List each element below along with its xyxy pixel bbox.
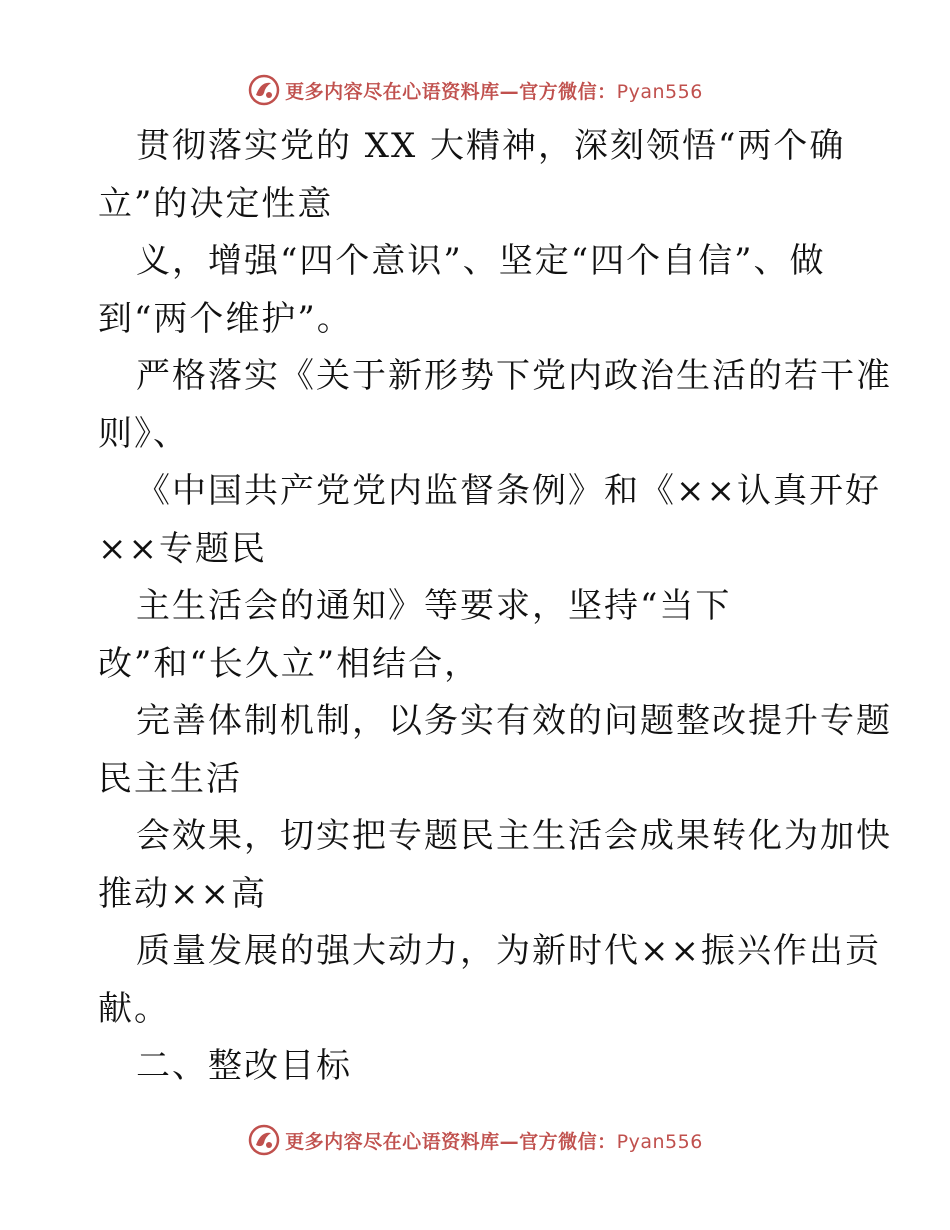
text-line: 严格落实《关于新形势下党内政治生活的若干准: [136, 356, 892, 396]
text-line: 则》、: [98, 413, 189, 454]
watermark-text: 更多内容尽在心语资料库—官方微信：Pyan556: [285, 80, 703, 103]
text-line: 改”和“长久立”相结合，: [98, 643, 481, 684]
text-line: 立”的决定性意: [98, 183, 334, 224]
header-watermark: [0, 70, 950, 110]
footer-watermark: [0, 1120, 950, 1160]
document-body: [98, 118, 892, 1096]
text-line: ××专题民: [98, 528, 267, 569]
text-line: 主生活会的通知》等要求，坚持“当下: [136, 586, 732, 626]
text-line: 贯彻落实党的 XX 大精神，深刻领悟“两个确: [136, 126, 846, 166]
wechat-id: Pyan556: [616, 1130, 703, 1153]
text-line: 献。: [98, 988, 170, 1029]
watermark-text: 更多内容尽在心语资料库—官方微信：Pyan556: [285, 1130, 703, 1153]
text-line: 会效果，切实把专题民主生活会成果转化为加快: [136, 816, 892, 856]
text-line: 义，增强“四个意识”、坚定“四个自信”、做: [136, 241, 826, 281]
text-line: 完善体制机制，以务实有效的问题整改提升专题: [136, 701, 892, 741]
text-line: 《中国共产党党内监督条例》和《××认真开好: [136, 471, 881, 511]
seal-logo-icon: [247, 73, 281, 107]
seal-logo-icon: [247, 1123, 281, 1157]
text-line: 到“两个维护”。: [98, 298, 353, 339]
text-line: 推动××高: [98, 873, 267, 914]
section-heading: 二、整改目标: [136, 1046, 352, 1086]
text-line: 质量发展的强大动力，为新时代××振兴作出贡: [136, 931, 881, 971]
text-line: 民主生活: [98, 758, 242, 799]
wechat-id: Pyan556: [616, 80, 703, 103]
